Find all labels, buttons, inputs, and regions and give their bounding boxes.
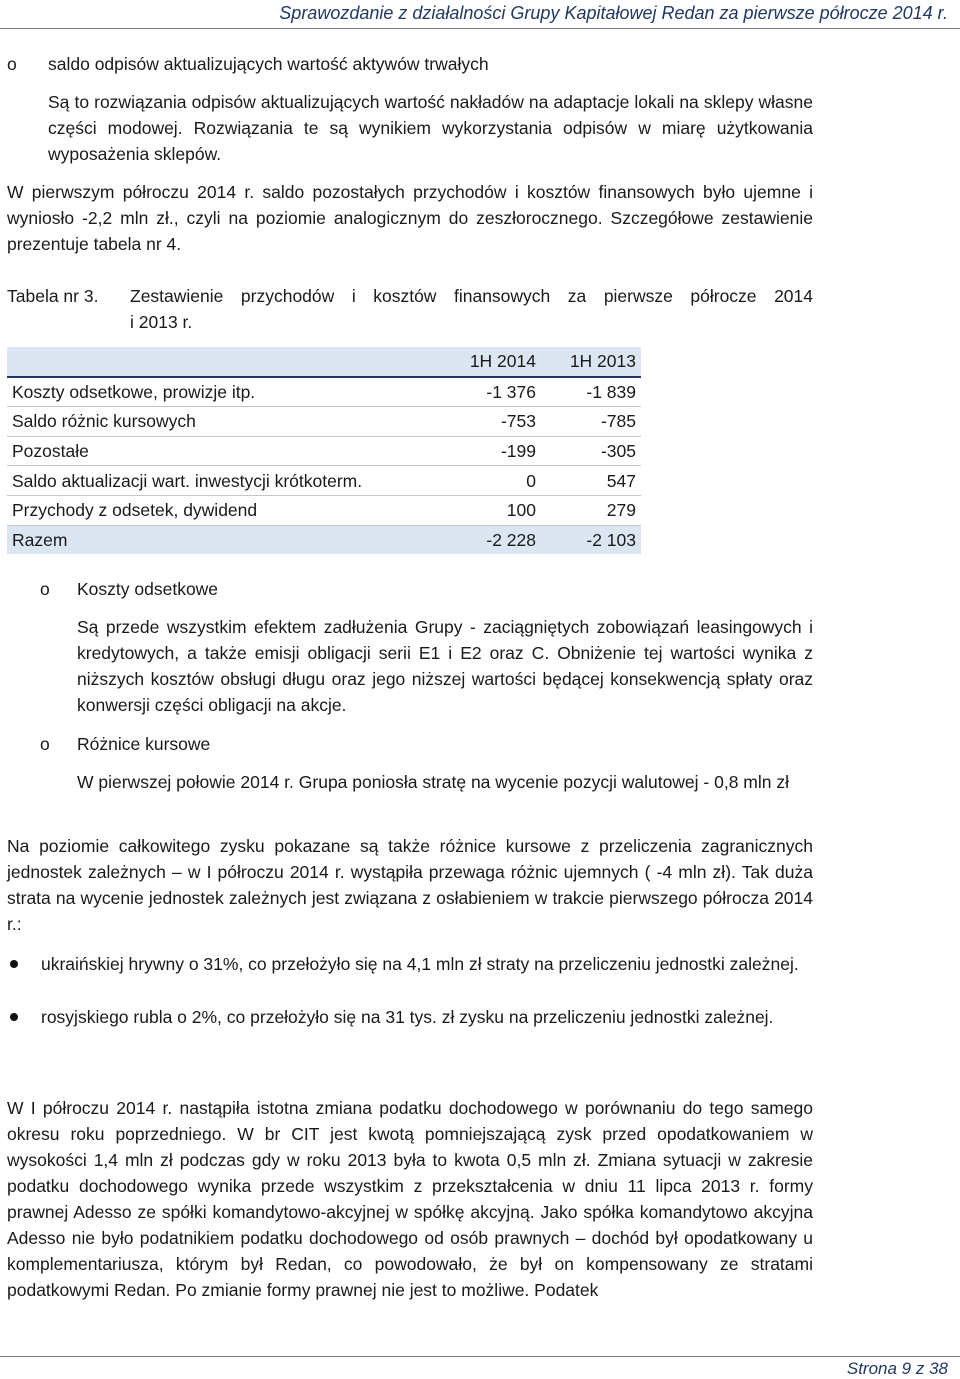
financial-table: [7, 347, 641, 554]
bullet-hollow: o: [40, 579, 50, 599]
table-cell: Pozostałe: [7, 436, 441, 466]
table-cell: -753: [441, 407, 541, 437]
table-cell: Koszty odsetkowe, prowizje itp.: [7, 377, 441, 407]
bullet-item: rosyjskiego rubla o 2%, co przełożyło się na 31 tys. zł zysku na przeliczeniu jednostki zależnej.: [41, 1007, 774, 1027]
table-row: [7, 436, 641, 466]
table-cell: -1 839: [541, 377, 641, 407]
paragraph: Na poziomie całkowitego zysku pokazane są także różnice kursowe z przeliczenia zagranicznych jednostek zależnych – w I półroczu 2014 r. wystąpiła przewaga różnic ujemnych ( -4 mln zł). Tak duża strata na wycenie jednostek zależnych jest związana z osłabieniem w trakcie pierwszego półrocza 2014 r.:: [7, 836, 813, 934]
table-total-row: [7, 525, 641, 554]
table-total-cell: -2 228: [441, 525, 541, 554]
table-cell: 547: [541, 466, 641, 496]
bullet-hollow: o: [7, 54, 17, 74]
table-cell: -785: [541, 407, 641, 437]
table-header-cell: 1H 2014: [441, 347, 541, 377]
table-cell: Saldo aktualizacji wart. inwestycji krótkoterm.: [7, 466, 441, 496]
table-total-label: Razem: [7, 525, 441, 554]
table-cell: 0: [441, 466, 541, 496]
table-title: Zestawienie przychodów i kosztów finansowych za pierwsze półrocze 2014: [130, 286, 813, 306]
table-row: [7, 495, 641, 525]
table-cell: Saldo różnic kursowych: [7, 407, 441, 437]
table-cell: -1 376: [441, 377, 541, 407]
table-total-cell: -2 103: [541, 525, 641, 554]
bullet-hollow: o: [40, 734, 50, 754]
table-cell: -199: [441, 436, 541, 466]
table-row: [7, 407, 641, 437]
bullet-filled: [10, 960, 18, 968]
table-row: [7, 466, 641, 496]
paragraph: W I półroczu 2014 r. nastąpiła istotna zmiana podatku dochodowego w porównaniu do tego samego okresu roku poprzedniego. W br CIT jest kwotą pomniejszającą zysk przed opodatkowaniem w wysokości 1,4 mln zł podczas gdy w roku 2013 była to kwota 0,5 mln zł. Zmiana sytuacji w zakresie podatku dochodowego wynika przede wszystkim z przekształcenia w dniu 11 lipca 2013 r. formy prawnej Adesso ze spółki komandytowo-akcyjnej w spółkę akcyjną. Jako spółka komandytowo akcyjna Adesso nie było podatnikiem podatku dochodowego od osób prawnych – dochód był opodatkowany u komplementariusza, którym był Redan, co powodowało, że był on kompensowany ze stratami podatkowymi Redan. Po zmianie formy prawnej nie jest to możliwe. Podatek: [7, 1098, 813, 1300]
table-header-row: [7, 347, 641, 377]
table-cell: 100: [441, 495, 541, 525]
footer-divider: [0, 1356, 960, 1357]
table-title-cont: i 2013 r.: [130, 312, 193, 332]
bullet-filled: [10, 1013, 18, 1021]
section-body: Są to rozwiązania odpisów aktualizujących wartość nakładów na adaptacje lokali na sklepy własne części modowej. Rozwiązania te są wynikiem wykorzystania odpisów w miarę użytkowania wyposażenia sklepów.: [48, 92, 813, 164]
section-heading: Koszty odsetkowe: [77, 579, 219, 599]
table-header-cell: [7, 347, 441, 377]
table-cell: -305: [541, 436, 641, 466]
table-cell: Przychody z odsetek, dywidend: [7, 495, 441, 525]
running-header: Sprawozdanie z działalności Grupy Kapitałowej Redan za pierwsze półrocze 2014 r.: [279, 3, 948, 23]
paragraph: W pierwszym półroczu 2014 r. saldo pozostałych przychodów i kosztów finansowych było ujemne i wyniosło -2,2 mln zł., czyli na poziomie analogicznym do zeszłorocznego. Szczegółowe zestawienie prezentuje tabela nr 4.: [7, 182, 813, 254]
table-row: [7, 377, 641, 407]
section-body: W pierwszej połowie 2014 r. Grupa poniosła stratę na wycenie pozycji walutowej - 0,8 mln zł: [77, 772, 789, 792]
bullet-item: ukraińskiej hrywny o 31%, co przełożyło się na 4,1 mln zł straty na przeliczeniu jednostki zależnej.: [41, 954, 799, 974]
header-divider: [0, 28, 960, 29]
table-label: Tabela nr 3.: [7, 286, 99, 306]
section-heading: Różnice kursowe: [77, 734, 211, 754]
table-cell: 279: [541, 495, 641, 525]
section-body: Są przede wszystkim efektem zadłużenia Grupy - zaciągniętych zobowiązań leasingowych i kredytowych, a także emisji obligacji serii E1 i E2 oraz C. Obniżenie tej wartości wynika z niższych kosztów obsługi długu oraz jego niższej wartości będącej konsekwencją spłaty oraz konwersji części obligacji na akcje.: [77, 617, 813, 715]
section-heading: saldo odpisów aktualizujących wartość aktywów trwałych: [48, 54, 489, 74]
page-number: Strona 9 z 38: [846, 1359, 948, 1378]
table-header-cell: 1H 2013: [541, 347, 641, 377]
